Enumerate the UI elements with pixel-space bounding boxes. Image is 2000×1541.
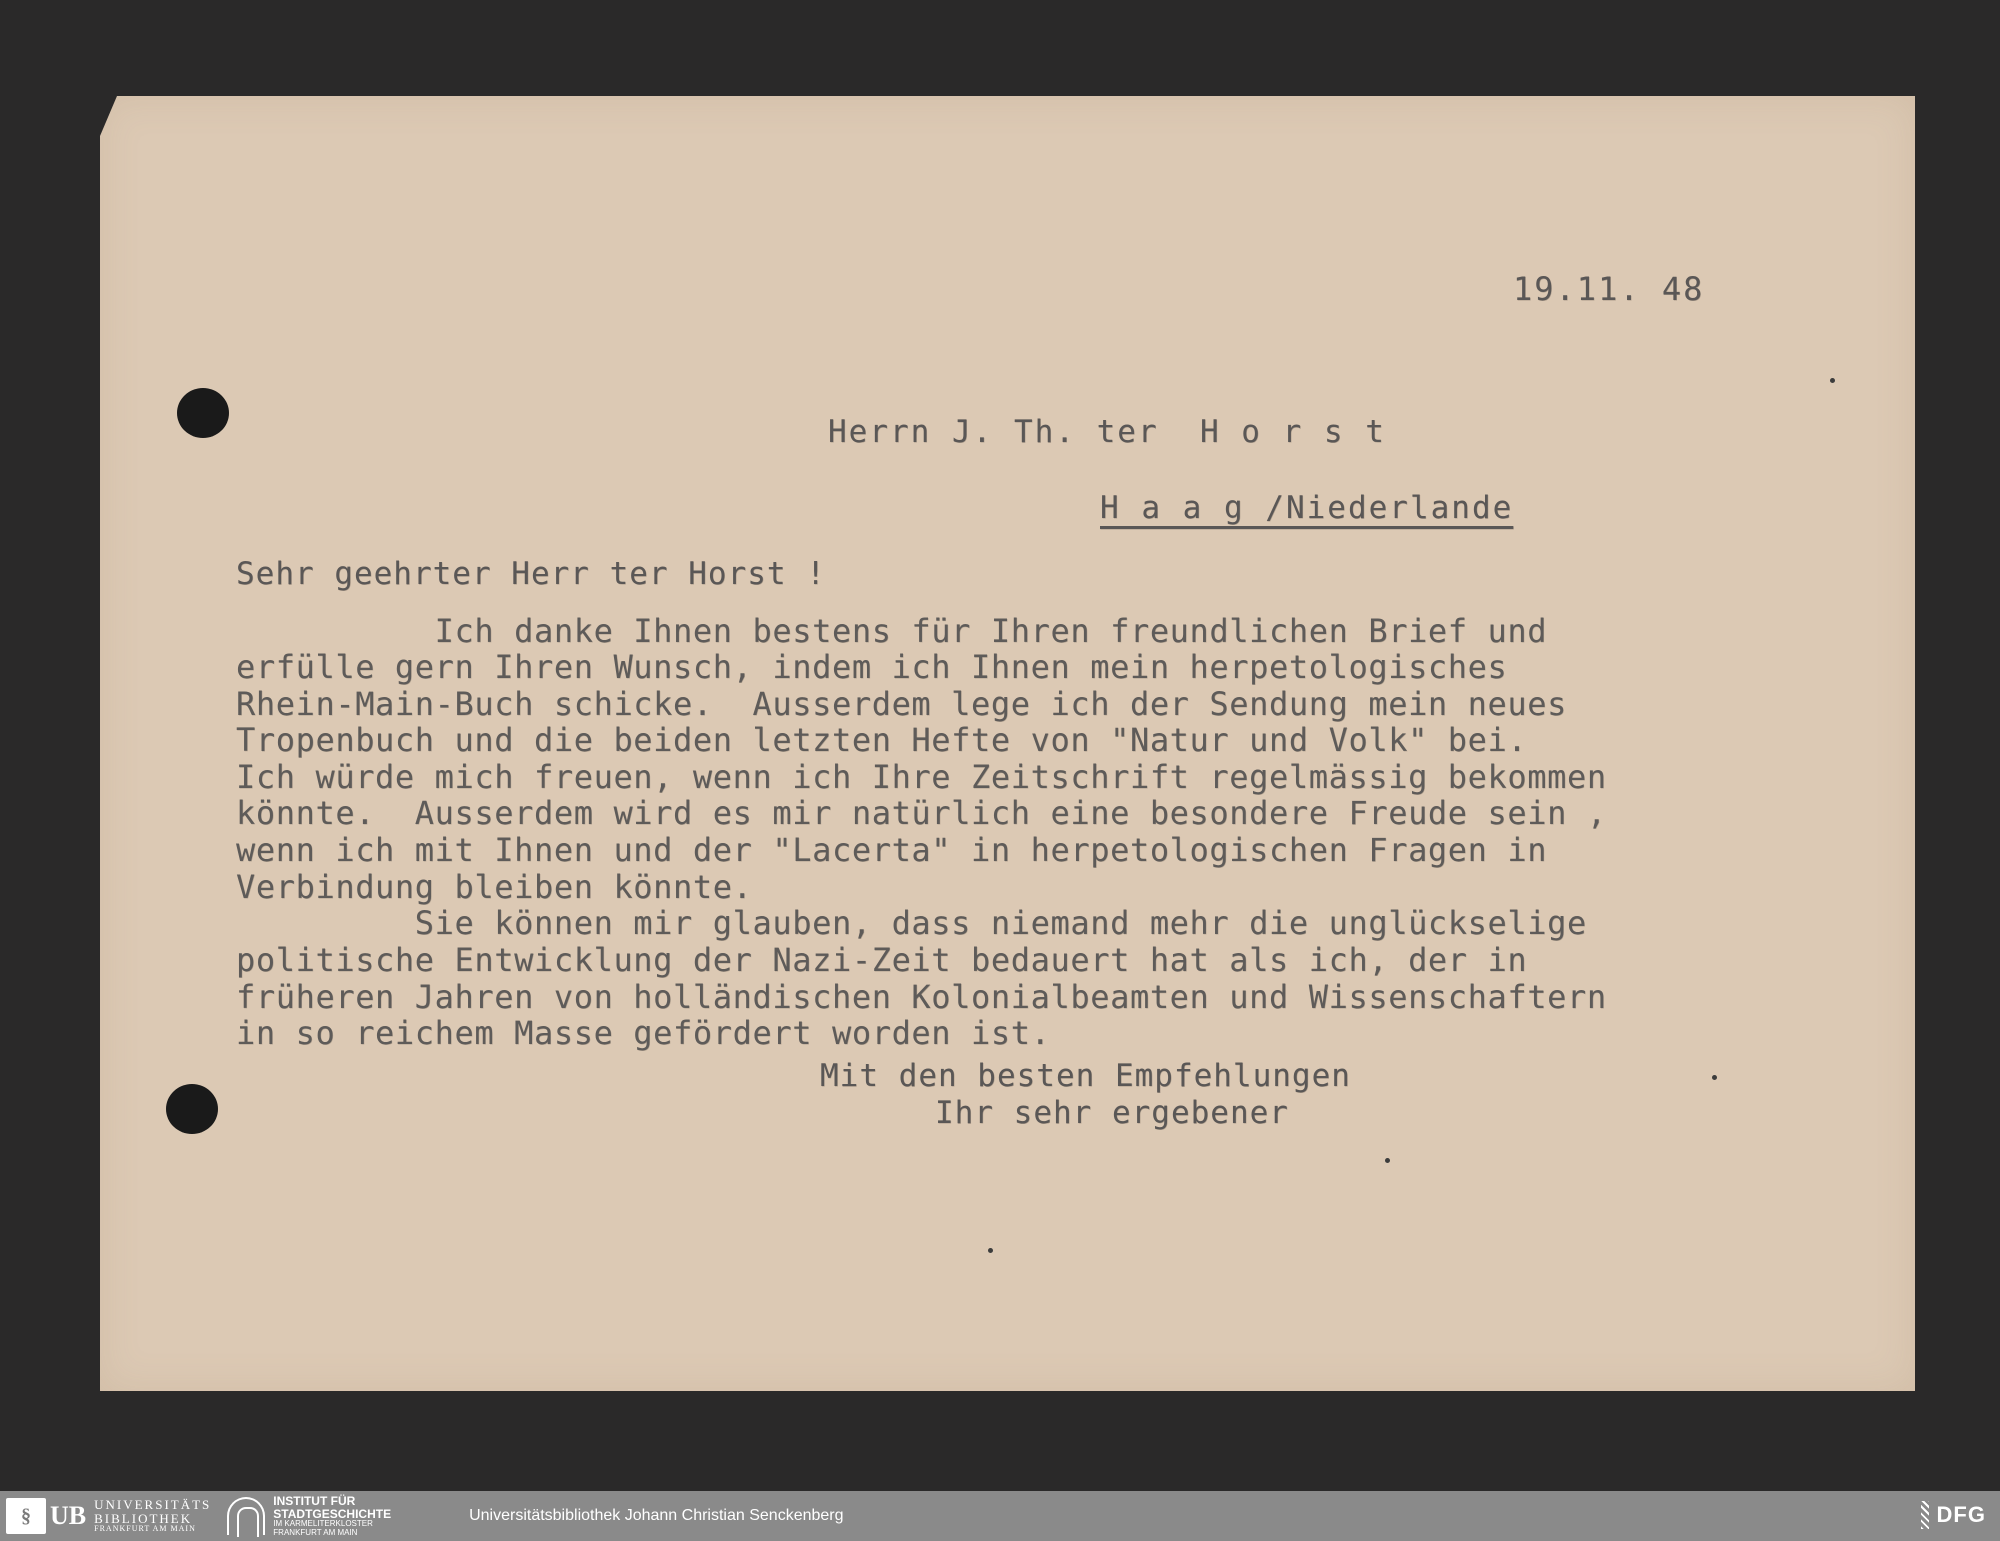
dfg-logo[interactable] [1921, 1501, 1986, 1529]
letter-body-line: Ich würde mich freuen, wenn ich Ihre Zeitschrift regelmässig bekommen [236, 758, 1607, 796]
punch-hole-bottom [166, 1084, 218, 1134]
letter-salutation: Sehr geehrter Herr ter Horst ! [236, 556, 826, 592]
letter-body-line: Ich danke Ihnen bestens für Ihren freundlichen Brief und [236, 612, 1548, 650]
isg-logo[interactable] [227, 1495, 391, 1537]
isg-line-2: STADTGESCHICHTE [273, 1506, 392, 1521]
ink-speck [988, 1248, 993, 1253]
ub-line-1: UNIVERSITÄTS [94, 1497, 212, 1513]
letter-closing: Mit den besten Empfehlungen [820, 1058, 1351, 1094]
footer-caption[interactable]: Universitätsbibliothek Johann Christian Senckenberg [469, 1507, 844, 1524]
letter-city: H a a g /Niederlande [1100, 490, 1514, 526]
letter-body-line: Rhein-Main-Buch schicke. Ausserdem lege ich der Sendung mein neues [236, 685, 1567, 723]
ink-speck [1712, 1075, 1717, 1080]
letter-body-line: in so reichem Masse gefördert worden ist. [236, 1014, 1051, 1052]
dfg-mark-icon [1921, 1501, 1929, 1529]
isg-line-3: IM KARMELITERKLOSTER [273, 1519, 373, 1529]
ink-speck [1830, 378, 1835, 383]
ub-logo-mark: § [6, 1498, 46, 1534]
letter-signoff: Ihr sehr ergebener [935, 1095, 1289, 1131]
letter-body-line: Tropenbuch und die beiden letzten Hefte von "Natur und Volk" bei. [236, 721, 1528, 759]
letter-body-line: Sie können mir glauben, dass niemand mehr die unglückselige [236, 904, 1587, 942]
ink-speck [1385, 1158, 1390, 1163]
letter-body-line: früheren Jahren von holländischen Kolonialbeamten und Wissenschaftern [236, 978, 1607, 1016]
letter-body-line: Verbindung bleiben könnte. [236, 868, 753, 906]
punch-hole-top [177, 388, 229, 438]
letter-body-line: erfülle gern Ihren Wunsch, indem ich Ihnen mein herpetologisches [236, 648, 1508, 686]
letter-date: 19.11. 48 [1513, 270, 1705, 308]
letter-body-line: könnte. Ausserdem wird es mir natürlich eine besondere Freude sein , [236, 794, 1607, 832]
dfg-logo-text: DFG [1936, 1502, 1986, 1527]
ub-logo-subtitle [94, 1498, 211, 1534]
ub-logo[interactable] [6, 1496, 211, 1536]
arch-icon [227, 1497, 265, 1535]
isg-line-1: INSTITUT FÜR [273, 1494, 356, 1509]
ub-line-2: BIBLIOTHEK [94, 1510, 193, 1526]
letter-body-line: politische Entwicklung der Nazi-Zeit bedauert hat als ich, der in [236, 941, 1528, 979]
ub-line-3: FRANKFURT AM MAIN [94, 1524, 196, 1534]
ub-logo-text: UB [50, 1501, 87, 1530]
viewer-footer [0, 1491, 2000, 1541]
letter-body-line: wenn ich mit Ihnen und der "Lacerta" in herpetologischen Fragen in [236, 831, 1548, 869]
isg-logo-text [273, 1495, 391, 1537]
isg-line-4: FRANKFURT AM MAIN [273, 1527, 358, 1537]
letter-addressee: Herrn J. Th. ter H o r s t [828, 414, 1386, 450]
